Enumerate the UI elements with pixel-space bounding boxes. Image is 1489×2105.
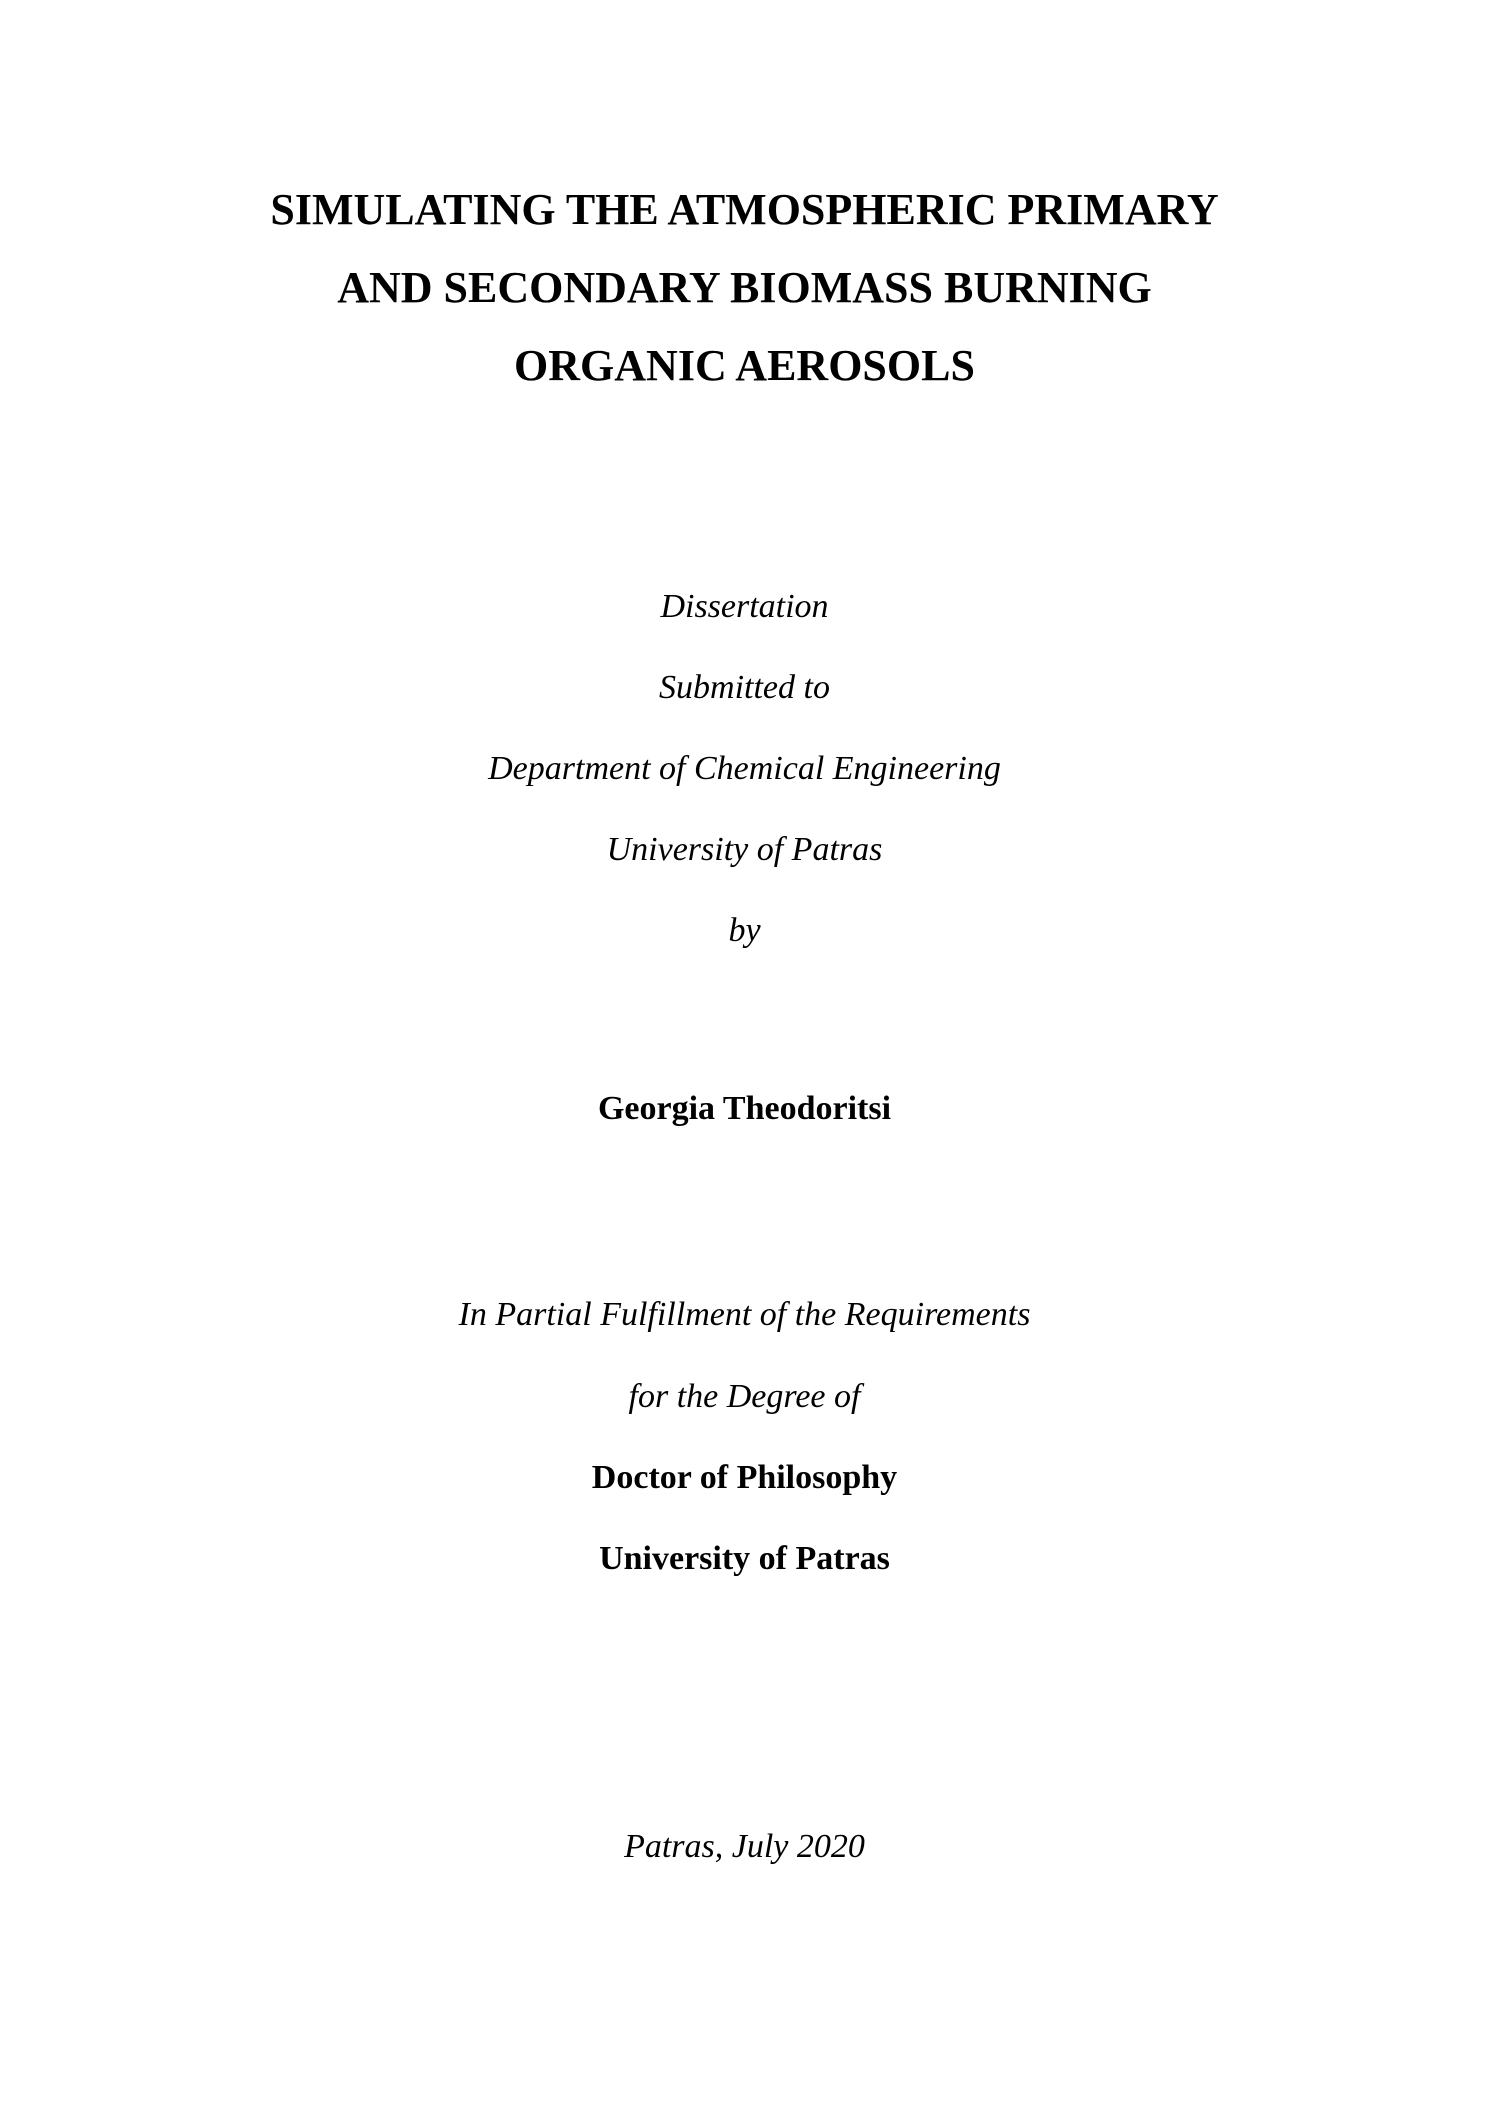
university-name: University of Patras xyxy=(606,831,883,868)
degree-name: Doctor of Philosophy xyxy=(591,1459,898,1496)
submitted-to-label: Submitted to xyxy=(659,669,830,706)
department-name: Department of Chemical Engineering xyxy=(488,750,1001,787)
fulfillment-line-1: In Partial Fulfillment of the Requirements xyxy=(458,1296,1031,1333)
document-type: Dissertation xyxy=(660,588,829,625)
dissertation-title-line-1: SIMULATING THE ATMOSPHERIC PRIMARY xyxy=(270,185,1219,234)
dissertation-title-line-2: AND SECONDARY BIOMASS BURNING xyxy=(337,263,1152,312)
degree-university: University of Patras xyxy=(599,1540,890,1577)
fulfillment-line-2: for the Degree of xyxy=(628,1378,861,1415)
dissertation-title-line-3: ORGANIC AEROSOLS xyxy=(514,341,975,390)
by-label: by xyxy=(728,912,761,949)
author-name: Georgia Theodoritsi xyxy=(597,1090,892,1127)
place-and-date: Patras, July 2020 xyxy=(624,1828,865,1865)
